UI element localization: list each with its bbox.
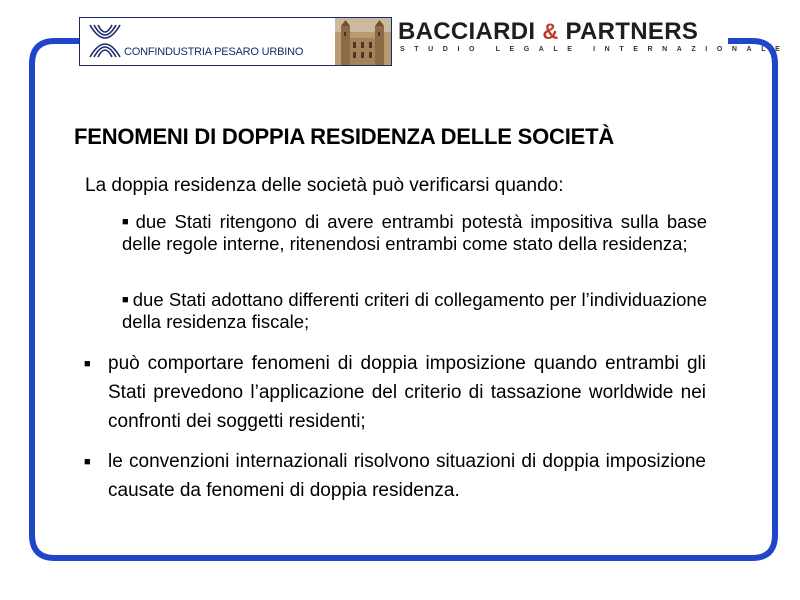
bacciardi-partners-logo [398, 18, 698, 46]
brand-name-part-1: BACCIARDI [398, 18, 536, 45]
sub-list-item [122, 211, 707, 254]
square-bullet-icon: ■ [122, 294, 129, 306]
confindustria-logo [79, 17, 392, 66]
sub-list-item-text: due Stati ritengono di avere entrambi potestà impositiva sulla base delle regole interne, ritenendosi entrambi come stato della residenza; [122, 211, 707, 254]
bullet-list-item-text: può comportare fenomeni di doppia imposizione quando entrambi gli Stati prevedono l’applicazione del criterio di tassazione worldwide nei confronti dei soggetti residenti; [108, 353, 706, 432]
bullet-list-item [84, 349, 706, 436]
confindustria-logo-text: CONFINDUSTRIA PESARO URBINO [124, 46, 304, 58]
square-bullet-icon: ■ [84, 456, 91, 468]
brand-ampersand: & [542, 19, 559, 44]
confindustria-mark-icon [86, 21, 124, 61]
sub-list-item-text: due Stati adottano differenti criteri di collegamento per l’individuazione della residenza fiscale; [122, 289, 707, 332]
brand-name-part-2: PARTNERS [565, 18, 699, 45]
brand-subtitle: STUDIO LEGALE INTERNAZIONALE [400, 46, 790, 53]
slide-title: FENOMENI DI DOPPIA RESIDENZA DELLE SOCIETÀ [74, 124, 615, 149]
square-bullet-icon: ■ [122, 216, 132, 228]
square-bullet-icon: ■ [84, 358, 91, 370]
bullet-list-item-text: le convenzioni internazionali risolvono situazioni di doppia imposizione causate da fenomeni di doppia residenza. [108, 451, 706, 501]
intro-text: La doppia residenza delle società può verificarsi quando: [85, 175, 564, 196]
sub-list-item [122, 289, 707, 332]
bullet-list-item [84, 447, 706, 505]
palazzo-ducale-photo [335, 18, 391, 65]
